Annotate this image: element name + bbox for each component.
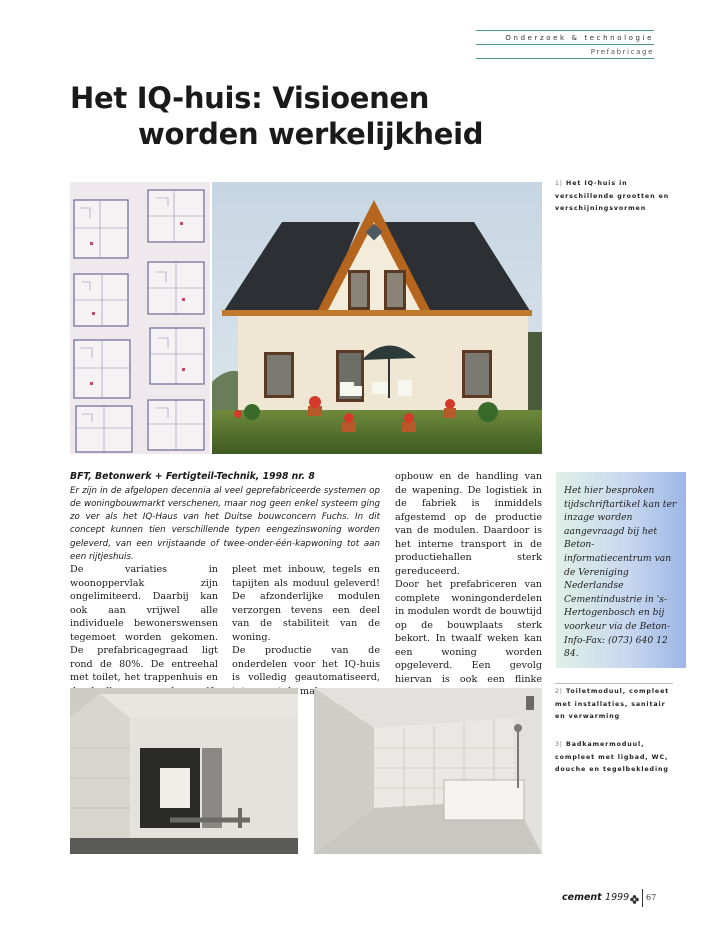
body-paragraph-1-cont: pleet met inbouw, tegels en tapijten als moduul geleverd! De afzonderlijke modulen verzorgen tevens een deel van de stabiliteit van de woning. bbox=[232, 564, 380, 643]
page-number: 67 bbox=[646, 893, 657, 902]
caption-1-text: Het IQ-huis in verschillende grootten en verschijningsvormen bbox=[555, 180, 670, 212]
article-title bbox=[70, 80, 483, 152]
caption-2 bbox=[555, 686, 675, 724]
caption-2-number: 2| bbox=[555, 688, 563, 695]
magazine-name bbox=[562, 892, 629, 903]
flower-logo-icon bbox=[630, 895, 639, 904]
body-paragraph-1: De variaties in woonoppervlak zijn ongelimiteerd. Daarbij kan ook aan vrijwel alle individuele bewonerswensen tegemoet worden gekomen. De prefabricagegraad ligt rond de 80%. De entreehal met toilet, het trappenhuis en bbox=[70, 564, 218, 683]
info-box-text: Het hier besproken tijdschriftartikel kan ter inzage worden aangevraagd bij het Beton-informatiecentrum van de Vereniging Nederlandse Cementindustrie in 's-Hertogenbosch en bij voorkeur via de Beton-Info-Fax: (073) 640 12 84. bbox=[564, 485, 677, 660]
caption-1-number: 1| bbox=[555, 180, 563, 187]
title-line-1: Het IQ-huis: Visioenen bbox=[70, 81, 430, 115]
page-footer bbox=[540, 892, 660, 908]
bathroom-module-photo bbox=[314, 688, 542, 854]
body-paragraph-3 bbox=[395, 578, 542, 700]
title-line-2: worden werkelijkheid bbox=[138, 117, 484, 151]
info-box bbox=[556, 472, 686, 668]
subsection-label: Prefabricage bbox=[590, 48, 654, 56]
floor-plans-image bbox=[70, 182, 210, 454]
caption-1 bbox=[555, 178, 675, 216]
caption-3-number: 3| bbox=[555, 741, 563, 748]
body-paragraph-2: De productie van de onderdelen voor het IQ-huis is volledig geautomatiseerd, mal- bbox=[232, 645, 380, 697]
section-label: Onderzoek & technologie bbox=[505, 34, 654, 42]
body-column-3 bbox=[395, 470, 542, 700]
magazine-brand: cement bbox=[562, 892, 602, 903]
caption-2-rule bbox=[555, 683, 673, 684]
caption-2-text: Toiletmoduul, compleet met installaties, sanitair en verwarming bbox=[555, 688, 670, 720]
caption-3-text: Badkamermoduul, compleet met ligbad, WC, douche en tegelbekleding bbox=[555, 741, 669, 773]
source-reference: BFT, Betonwerk + Fertigteil-Technik, 1998 nr. 8 bbox=[70, 471, 315, 482]
caption-3 bbox=[555, 739, 675, 777]
footer-separator bbox=[642, 889, 643, 907]
body-column-2 bbox=[232, 563, 380, 698]
lead-paragraph: Er zijn in de afgelopen decennia al veel geprefabriceerde systemen op de woningbouwmarkt verschenen, maar nog geen enkel systeem ging zo ver als het IQ-Haus van het Duitse bouwconcern Fuchs. In dit concept kunnen tien verschillende typen eengezinswoning worden geleverd, van een vrijstaande of twee-onder-één-kapwoning tot aan een rijtjeshuis. bbox=[70, 485, 380, 562]
header-rule-bottom bbox=[476, 58, 654, 59]
toilet-module-photo bbox=[70, 688, 298, 854]
body-paragraph-2-cont: opbouw en de handling van de wapening. De logistiek in de fabriek is inmiddels afgestemd op de productie van de modulen. Daardoor is het interne transport in de productiehallen sterk gereduceerd. bbox=[395, 471, 542, 577]
iq-house-photo bbox=[212, 182, 542, 454]
header-rule-top bbox=[476, 30, 654, 31]
article-source-block bbox=[70, 470, 380, 564]
body-paragraph-3-text: Door het prefabriceren van complete woningonderdelen in modulen wordt de bouwtijd op de bouwplaats sterk bekort. In twaalf weken kan een woning worden opgeleverd. Een gevolg hiervan is ook een flinke bbox=[395, 579, 542, 685]
header-rule-middle bbox=[476, 44, 654, 45]
magazine-year: 1999 bbox=[605, 892, 630, 903]
